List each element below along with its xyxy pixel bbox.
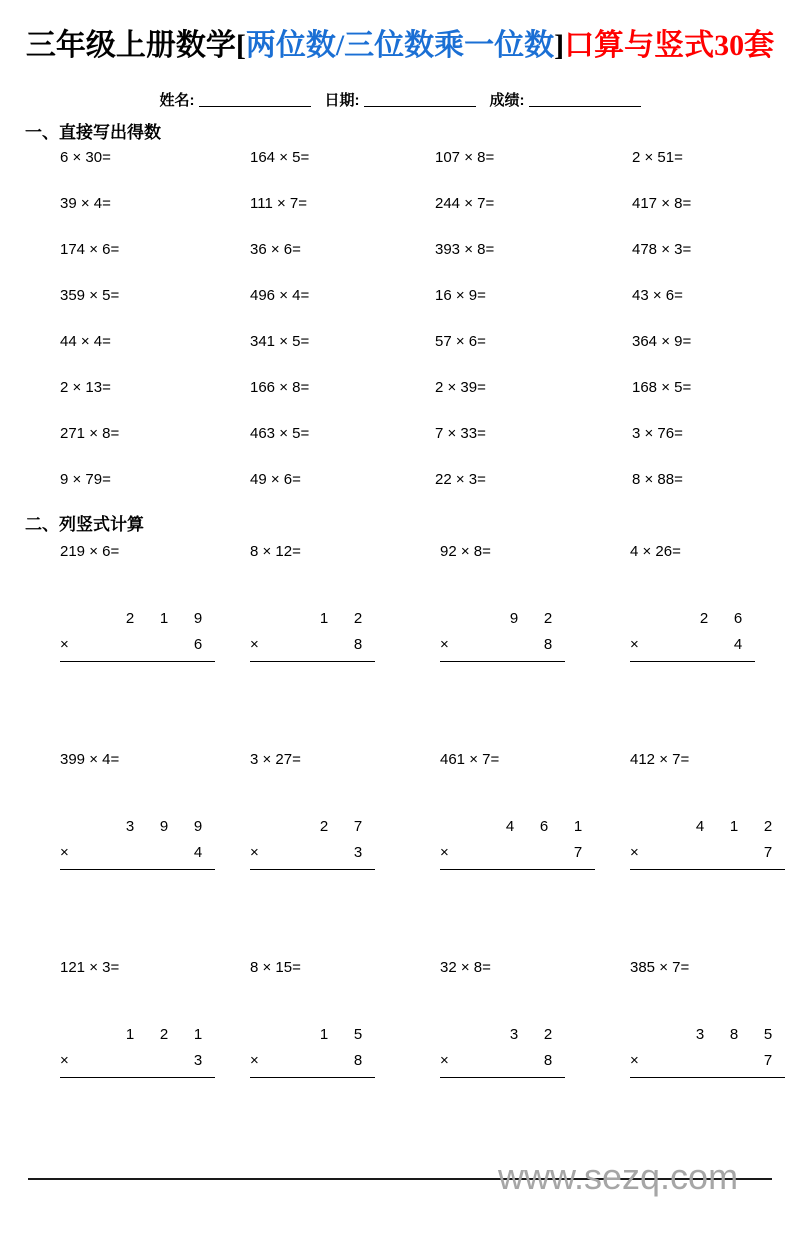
vertical-multiplicand-line	[250, 816, 375, 842]
title-part-type: 口算与竖式30套	[564, 29, 775, 62]
vertical-multiplier-digits	[531, 634, 565, 656]
vertical-work-area[interactable]	[60, 1024, 215, 1078]
vertical-row	[0, 958, 800, 1166]
digit: 4	[193, 844, 203, 861]
vertical-multiplicand-digits	[497, 608, 565, 630]
digit: 9	[509, 610, 519, 627]
vertical-answer-rule	[440, 661, 565, 662]
vertical-multiplicand-line	[630, 1024, 785, 1050]
digit: 8	[543, 636, 553, 653]
multiplication-sign-icon: ×	[440, 636, 449, 653]
digit: 5	[353, 1026, 363, 1043]
oral-row	[0, 332, 800, 378]
digit: 2	[543, 610, 553, 627]
vertical-problem-prompt: 3 × 27=	[250, 751, 301, 768]
vertical-answer-rule	[630, 1077, 785, 1078]
oral-problem: 359 × 5=	[60, 287, 120, 304]
vertical-multiplier-line	[250, 634, 375, 660]
oral-problem: 9 × 79=	[60, 471, 111, 488]
oral-row	[0, 470, 800, 516]
student-meta-row	[0, 90, 800, 112]
digit: 6	[733, 610, 743, 627]
oral-problem: 6 × 30=	[60, 149, 111, 166]
vertical-work-area[interactable]	[250, 816, 375, 870]
vertical-multiplier-digits	[181, 634, 215, 656]
vertical-problem	[440, 750, 630, 870]
oral-problem: 341 × 5=	[250, 333, 310, 350]
oral-problem: 111 × 7=	[250, 195, 307, 212]
digit: 7	[353, 818, 363, 835]
digit: 1	[125, 1026, 135, 1043]
title-bracket-close: ]	[554, 29, 565, 62]
vertical-problem-prompt: 399 × 4=	[60, 751, 120, 768]
oral-problem: 2 × 39=	[435, 379, 486, 396]
oral-problem: 2 × 13=	[60, 379, 111, 396]
multiplication-sign-icon: ×	[250, 1052, 259, 1069]
vertical-multiplier-digits	[341, 634, 375, 656]
vertical-problem	[250, 542, 440, 662]
vertical-multiplier-digits	[561, 842, 595, 864]
oral-problem: 44 × 4=	[60, 333, 111, 350]
vertical-multiplicand-line	[630, 816, 785, 842]
digit: 9	[159, 818, 169, 835]
vertical-multiplier-digits	[751, 1050, 785, 1072]
vertical-work-area[interactable]	[60, 816, 215, 870]
vertical-row	[0, 750, 800, 958]
vertical-answer-rule	[60, 1077, 215, 1078]
vertical-multiplier-digits	[341, 842, 375, 864]
vertical-answer-rule	[250, 661, 375, 662]
vertical-multiplier-line	[250, 842, 375, 868]
oral-problem: 478 × 3=	[632, 241, 692, 258]
vertical-problem-prompt: 8 × 12=	[250, 543, 301, 560]
vertical-problem-prompt: 32 × 8=	[440, 959, 491, 976]
digit: 2	[159, 1026, 169, 1043]
name-field-group	[160, 90, 325, 112]
multiplication-sign-icon: ×	[60, 1052, 69, 1069]
vertical-problem-prompt: 92 × 8=	[440, 543, 491, 560]
oral-problem: 271 × 8=	[60, 425, 120, 442]
vertical-work-area[interactable]	[630, 1024, 785, 1078]
digit: 9	[193, 818, 203, 835]
digit: 1	[159, 610, 169, 627]
digit: 2	[699, 610, 709, 627]
vertical-multiplier-digits	[181, 1050, 215, 1072]
vertical-answer-rule	[60, 869, 215, 870]
oral-problem: 49 × 6=	[250, 471, 301, 488]
vertical-multiplier-line	[60, 842, 215, 868]
oral-problem: 22 × 3=	[435, 471, 486, 488]
name-label: 姓名:	[159, 92, 195, 109]
vertical-answer-rule	[630, 869, 785, 870]
digit: 2	[763, 818, 773, 835]
vertical-work-area[interactable]	[60, 608, 215, 662]
vertical-multiplier-line	[250, 1050, 375, 1076]
vertical-multiplicand-line	[440, 1024, 565, 1050]
digit: 4	[505, 818, 515, 835]
vertical-multiplicand-line	[60, 816, 215, 842]
vertical-problem-prompt: 412 × 7=	[630, 751, 690, 768]
vertical-work-area[interactable]	[440, 608, 565, 662]
vertical-problem	[250, 958, 440, 1078]
vertical-multiplicand-digits	[113, 1024, 215, 1046]
vertical-problem-prompt: 4 × 26=	[630, 543, 681, 560]
digit: 8	[543, 1052, 553, 1069]
vertical-row	[0, 542, 800, 750]
vertical-multiplicand-line	[440, 816, 595, 842]
digit: 2	[543, 1026, 553, 1043]
vertical-multiplier-digits	[531, 1050, 565, 1072]
vertical-problem	[60, 750, 250, 870]
vertical-multiplicand-line	[250, 1024, 375, 1050]
multiplication-sign-icon: ×	[250, 844, 259, 861]
vertical-multiplicand-digits	[493, 816, 595, 838]
digit: 8	[353, 1052, 363, 1069]
oral-problem: 463 × 5=	[250, 425, 310, 442]
vertical-multiplicand-line	[60, 608, 215, 634]
vertical-answer-rule	[440, 1077, 565, 1078]
digit: 6	[193, 636, 203, 653]
vertical-multiplicand-line	[250, 608, 375, 634]
digit: 8	[353, 636, 363, 653]
digit: 8	[729, 1026, 739, 1043]
vertical-multiplier-digits	[181, 842, 215, 864]
vertical-work-area[interactable]	[630, 608, 755, 662]
oral-problem: 16 × 9=	[435, 287, 486, 304]
name-input-blank[interactable]	[199, 92, 311, 107]
oral-calculation-grid	[0, 148, 800, 516]
digit: 1	[193, 1026, 203, 1043]
digit: 4	[733, 636, 743, 653]
oral-problem: 57 × 6=	[435, 333, 486, 350]
score-label: 成绩:	[489, 92, 525, 109]
vertical-multiplicand-line	[440, 608, 565, 634]
digit: 5	[763, 1026, 773, 1043]
vertical-multiplier-digits	[721, 634, 755, 656]
multiplication-sign-icon: ×	[630, 1052, 639, 1069]
date-label: 日期:	[324, 92, 360, 109]
vertical-problem	[440, 542, 630, 662]
oral-problem: 244 × 7=	[435, 195, 495, 212]
vertical-multiplier-digits	[751, 842, 785, 864]
vertical-multiplicand-digits	[687, 608, 755, 630]
section-heading-vertical: 二、列竖式计算	[25, 515, 144, 534]
vertical-problem	[250, 750, 440, 870]
vertical-work-area[interactable]	[250, 1024, 375, 1078]
vertical-multiplier-line	[440, 1050, 565, 1076]
digit: 1	[319, 1026, 329, 1043]
oral-problem: 3 × 76=	[632, 425, 683, 442]
oral-problem: 43 × 6=	[632, 287, 683, 304]
digit: 1	[573, 818, 583, 835]
vertical-multiplicand-digits	[683, 1024, 785, 1046]
vertical-answer-rule	[630, 661, 755, 662]
oral-row	[0, 148, 800, 194]
vertical-multiplicand-digits	[113, 608, 215, 630]
oral-row	[0, 240, 800, 286]
oral-problem: 166 × 8=	[250, 379, 310, 396]
multiplication-sign-icon: ×	[440, 844, 449, 861]
vertical-problem	[60, 958, 250, 1078]
digit: 3	[125, 818, 135, 835]
vertical-multiplicand-line	[630, 608, 755, 634]
page-title	[0, 26, 800, 66]
digit: 7	[763, 1052, 773, 1069]
vertical-multiplicand-digits	[497, 1024, 565, 1046]
oral-problem: 417 × 8=	[632, 195, 692, 212]
multiplication-sign-icon: ×	[630, 844, 639, 861]
vertical-multiplicand-digits	[307, 1024, 375, 1046]
oral-problem: 364 × 9=	[632, 333, 692, 350]
oral-problem: 36 × 6=	[250, 241, 301, 258]
digit: 1	[729, 818, 739, 835]
digit: 1	[319, 610, 329, 627]
oral-problem: 39 × 4=	[60, 195, 111, 212]
digit: 3	[353, 844, 363, 861]
vertical-multiplicand-digits	[113, 816, 215, 838]
oral-problem: 107 × 8=	[435, 149, 495, 166]
vertical-multiplicand-line	[60, 1024, 215, 1050]
vertical-problem	[440, 958, 630, 1078]
oral-problem: 8 × 88=	[632, 471, 683, 488]
vertical-problem-prompt: 121 × 3=	[60, 959, 120, 976]
digit: 2	[125, 610, 135, 627]
digit: 4	[695, 818, 705, 835]
digit: 2	[353, 610, 363, 627]
title-bracket-open: [	[235, 29, 246, 62]
oral-problem: 164 × 5=	[250, 149, 310, 166]
vertical-problem-prompt: 461 × 7=	[440, 751, 500, 768]
digit: 3	[509, 1026, 519, 1043]
multiplication-sign-icon: ×	[250, 636, 259, 653]
score-field-group	[490, 90, 641, 112]
score-input-blank[interactable]	[529, 92, 641, 107]
digit: 9	[193, 610, 203, 627]
oral-row	[0, 194, 800, 240]
vertical-multiplier-line	[440, 842, 595, 868]
multiplication-sign-icon: ×	[630, 636, 639, 653]
vertical-multiplier-line	[440, 634, 565, 660]
vertical-work-area[interactable]	[630, 816, 785, 870]
date-field-group	[325, 90, 490, 112]
vertical-multiplier-line	[630, 634, 755, 660]
vertical-multiplicand-digits	[307, 816, 375, 838]
vertical-work-area[interactable]	[250, 608, 375, 662]
oral-problem: 7 × 33=	[435, 425, 486, 442]
vertical-multiplier-digits	[341, 1050, 375, 1072]
digit: 3	[193, 1052, 203, 1069]
vertical-problem	[630, 750, 800, 870]
digit: 7	[573, 844, 583, 861]
vertical-multiplicand-digits	[307, 608, 375, 630]
oral-problem: 393 × 8=	[435, 241, 495, 258]
vertical-multiplier-line	[60, 1050, 215, 1076]
site-watermark: www.sezq.com	[498, 1156, 739, 1197]
oral-problem: 168 × 5=	[632, 379, 692, 396]
vertical-problem-prompt: 219 × 6=	[60, 543, 120, 560]
section-heading-oral: 一、直接写出得数	[25, 123, 161, 142]
multiplication-sign-icon: ×	[60, 844, 69, 861]
vertical-multiplier-line	[60, 634, 215, 660]
title-part-subject: 三年级上册数学	[25, 29, 236, 62]
multiplication-sign-icon: ×	[440, 1052, 449, 1069]
vertical-answer-rule	[250, 1077, 375, 1078]
vertical-multiplier-line	[630, 842, 785, 868]
vertical-work-area[interactable]	[440, 1024, 565, 1078]
oral-problem: 174 × 6=	[60, 241, 120, 258]
vertical-answer-rule	[250, 869, 375, 870]
oral-row	[0, 286, 800, 332]
oral-problem: 2 × 51=	[632, 149, 683, 166]
digit: 2	[319, 818, 329, 835]
multiplication-sign-icon: ×	[60, 636, 69, 653]
vertical-answer-rule	[440, 869, 595, 870]
vertical-problem	[630, 958, 800, 1078]
vertical-work-area[interactable]	[440, 816, 595, 870]
digit: 6	[539, 818, 549, 835]
oral-row	[0, 424, 800, 470]
vertical-problem	[60, 542, 250, 662]
digit: 3	[695, 1026, 705, 1043]
vertical-answer-rule	[60, 661, 215, 662]
date-input-blank[interactable]	[364, 92, 476, 107]
vertical-multiplicand-digits	[683, 816, 785, 838]
vertical-problem	[630, 542, 800, 662]
title-part-topic: 两位数/三位数乘一位数	[245, 29, 555, 62]
vertical-calculation-section	[0, 542, 800, 1166]
vertical-multiplier-line	[630, 1050, 785, 1076]
vertical-problem-prompt: 385 × 7=	[630, 959, 690, 976]
oral-problem: 496 × 4=	[250, 287, 310, 304]
oral-row	[0, 378, 800, 424]
vertical-problem-prompt: 8 × 15=	[250, 959, 301, 976]
digit: 7	[763, 844, 773, 861]
